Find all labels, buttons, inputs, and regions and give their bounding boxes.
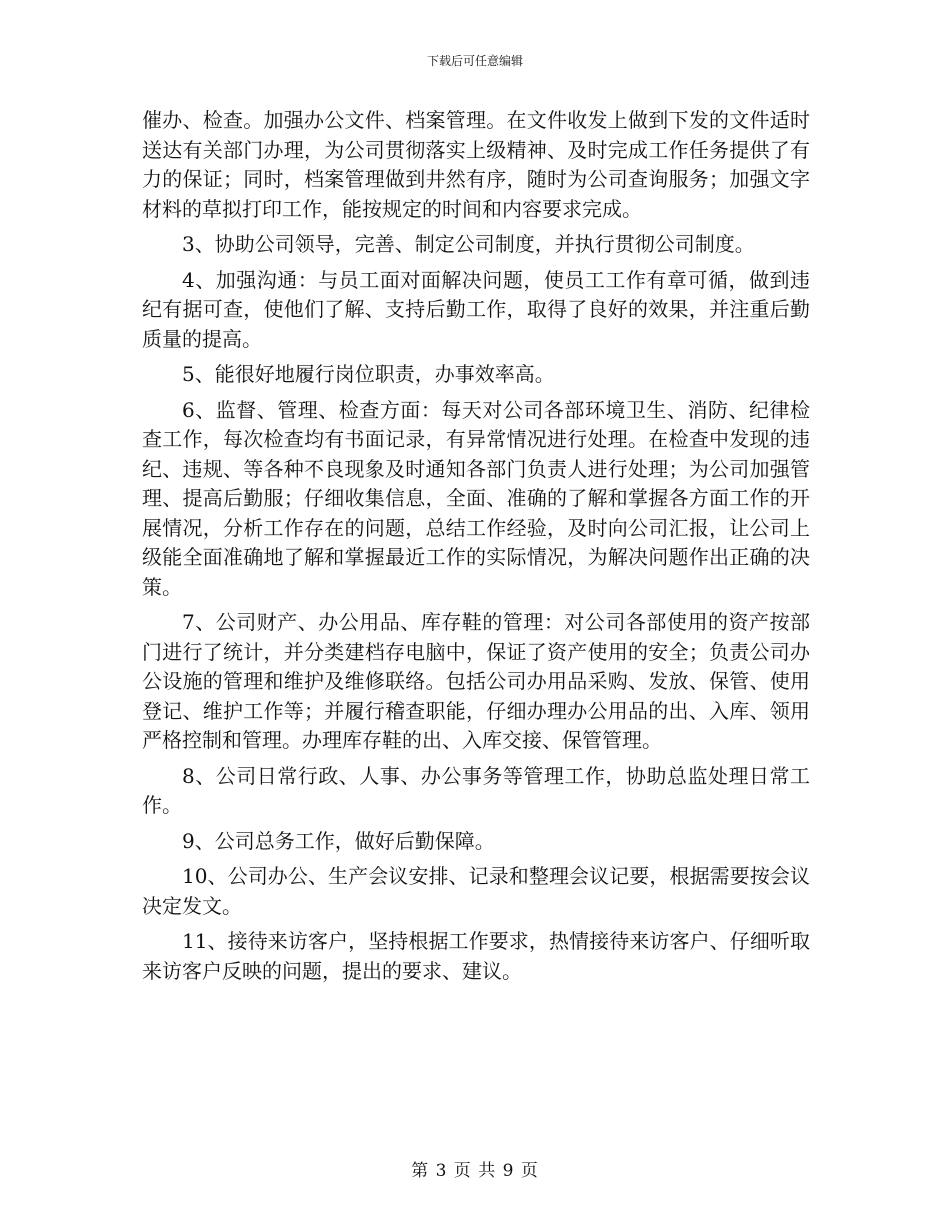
paragraph-item-3: 3、协助公司领导，完善、制定公司制度，并执行贯彻公司制度。 [182,232,755,256]
document-body [142,106,810,992]
paragraph-item-8: 8、公司日常行政、人事、办公事务等管理工作，协助总监处理日常工作。 [142,763,810,817]
paragraph-item-10: 10、公司办公、生产会议安排、记录和整理会议记要，根据需要按会议决定发文。 [142,864,810,918]
paragraph-item-11: 11、接待来访客户，坚持根据工作要求，热情接待来访客户、仔细听取来访客户反映的问题，提出的要求、建议。 [142,929,810,983]
paragraph-continuation: 催办、检查。加强办公文件、档案管理。在文件收发上做到下发的文件适时送达有关部门办理，为公司贯彻落实上级精神、及时完成工作任务提供了有力的保证；同时，档案管理做到井然有序，随时为公司查询服务；加强文字材料的草拟打印工作，能按规定的时间和内容要求完成。 [142,108,810,221]
paragraph-item-9: 9、公司总务工作，做好后勤保障。 [182,828,495,853]
page-header: 下载后可任意编辑 [426,54,523,68]
paragraph-item-6: 6、监督、管理、检查方面：每天对公司各部环境卫生、消防、纪律检查工作，每次检查均有书面记录，有异常情况进行处理。在检查中发现的违纪、违规、等各种不良现象及时通知各部门负责人进行处理；为公司加强管理、提高后勤服；仔细收集信息，全面、准确的了解和掌握各方面工作的开展情况，分析工作存在的问题，总结工作经验，及时向公司汇报，让公司上级能全面准确地了解和掌握最近工作的实际情况，为解决问题作出正确的决策。 [142,397,810,599]
paragraph-item-4: 4、加强沟通：与员工面对面解决问题，使员工工作有章可循，做到违纪有据可查，使他们了解、支持后勤工作，取得了良好的效果，并注重后勤质量的提高。 [142,267,810,351]
paragraph-item-5: 5、能很好地履行岗位职责，办事效率高。 [182,362,555,386]
paragraph-item-7: 7、公司财产、办公用品、库存鞋的管理：对公司各部使用的资产按部门进行了统计，并分类建档存电脑中，保证了资产使用的安全；负责公司办公设施的管理和维护及维修联络。包括公司办用品采购、发放、保管、使用登记、维护工作等；并履行稽查职能，仔细办理办公用品的出、入库、领用严格控制和管理。办理库存鞋的出、入库交接、保管管理。 [142,610,810,752]
page-footer: 第 3 页 共 9 页 [411,1161,539,1181]
